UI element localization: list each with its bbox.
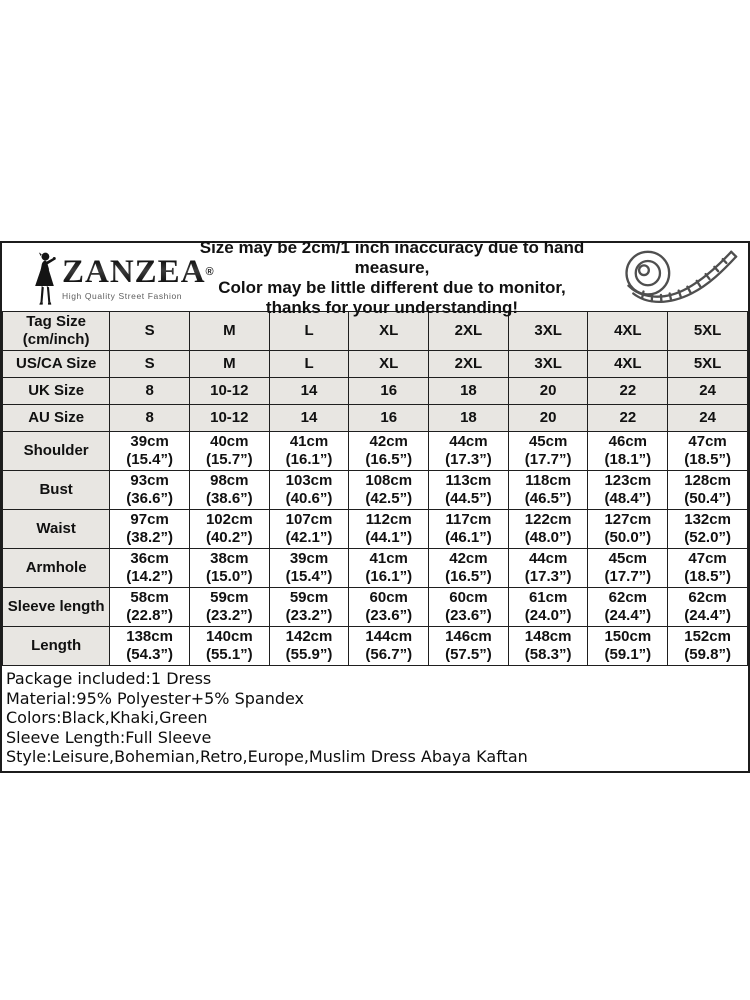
table-row bbox=[3, 405, 748, 432]
size-cell: 14 bbox=[269, 405, 349, 432]
size-cell: 3XL bbox=[508, 312, 588, 351]
detail-line: Package included:1 Dress bbox=[6, 669, 212, 688]
size-cell: 123cm (48.4”) bbox=[588, 471, 668, 510]
size-cell: 58cm (22.8”) bbox=[110, 588, 190, 627]
size-cell: 5XL bbox=[668, 312, 748, 351]
disclaimer-line-1: Size may be 2cm/1 inch inaccuracy due to hand measure, bbox=[199, 238, 585, 277]
size-cell: S bbox=[110, 312, 190, 351]
size-cell: 18 bbox=[429, 378, 509, 405]
table-row bbox=[3, 588, 748, 627]
size-cell: 144cm (56.7”) bbox=[349, 627, 429, 666]
size-cell: 20 bbox=[508, 405, 588, 432]
size-cell: 24 bbox=[668, 378, 748, 405]
brand-logo bbox=[2, 247, 214, 307]
table-row bbox=[3, 549, 748, 588]
disclaimer-text bbox=[180, 236, 604, 318]
size-cell: 2XL bbox=[429, 351, 509, 378]
detail-line: Style:Leisure,Bohemian,Retro,Europe,Muslim Dress Abaya Kaftan bbox=[6, 747, 528, 767]
size-cell: 93cm (36.6”) bbox=[110, 471, 190, 510]
size-cell: 128cm (50.4”) bbox=[668, 471, 748, 510]
size-cell: 97cm (38.2”) bbox=[110, 510, 190, 549]
size-cell: 41cm (16.1”) bbox=[269, 432, 349, 471]
size-cell: 117cm (46.1”) bbox=[429, 510, 509, 549]
product-details bbox=[2, 666, 748, 771]
size-cell: 59cm (23.2”) bbox=[269, 588, 349, 627]
size-cell: XL bbox=[349, 312, 429, 351]
row-label: Length bbox=[3, 627, 110, 666]
size-cell: 8 bbox=[110, 378, 190, 405]
row-label: US/CA Size bbox=[3, 351, 110, 378]
size-cell: 46cm (18.1”) bbox=[588, 432, 668, 471]
tape-measure-icon bbox=[604, 245, 746, 309]
table-row bbox=[3, 471, 748, 510]
size-cell: 108cm (42.5”) bbox=[349, 471, 429, 510]
size-cell: 4XL bbox=[588, 351, 668, 378]
size-cell: 47cm (18.5”) bbox=[668, 549, 748, 588]
size-cell: M bbox=[189, 312, 269, 351]
size-cell: 44cm (17.3”) bbox=[508, 549, 588, 588]
size-cell: 22 bbox=[588, 378, 668, 405]
size-cell: M bbox=[189, 351, 269, 378]
size-cell: 24 bbox=[668, 405, 748, 432]
row-label: Shoulder bbox=[3, 432, 110, 471]
size-cell: 42cm (16.5”) bbox=[349, 432, 429, 471]
size-cell: 59cm (23.2”) bbox=[189, 588, 269, 627]
disclaimer-line-2: Color may be little different due to monitor, bbox=[218, 278, 566, 297]
size-cell: 150cm (59.1”) bbox=[588, 627, 668, 666]
size-cell: 142cm (55.9”) bbox=[269, 627, 349, 666]
table-row bbox=[3, 627, 748, 666]
size-cell: 39cm (15.4”) bbox=[269, 549, 349, 588]
size-cell: 98cm (38.6”) bbox=[189, 471, 269, 510]
size-cell: 118cm (46.5”) bbox=[508, 471, 588, 510]
size-cell: 45cm (17.7”) bbox=[588, 549, 668, 588]
size-cell: 18 bbox=[429, 405, 509, 432]
size-cell: 148cm (58.3”) bbox=[508, 627, 588, 666]
brand-tagline: High Quality Street Fashion bbox=[62, 291, 183, 301]
size-cell: 62cm (24.4”) bbox=[588, 588, 668, 627]
size-cell: 127cm (50.0”) bbox=[588, 510, 668, 549]
size-cell: 60cm (23.6”) bbox=[349, 588, 429, 627]
size-cell: 103cm (40.6”) bbox=[269, 471, 349, 510]
table-row bbox=[3, 510, 748, 549]
row-label: Armhole bbox=[3, 549, 110, 588]
size-cell: L bbox=[269, 312, 349, 351]
row-label: UK Size bbox=[3, 378, 110, 405]
size-cell: 152cm (59.8”) bbox=[668, 627, 748, 666]
size-cell: 60cm (23.6”) bbox=[429, 588, 509, 627]
size-cell: 138cm (54.3”) bbox=[110, 627, 190, 666]
size-cell: 62cm (24.4”) bbox=[668, 588, 748, 627]
row-label: Sleeve length bbox=[3, 588, 110, 627]
size-cell: 22 bbox=[588, 405, 668, 432]
row-label: Waist bbox=[3, 510, 110, 549]
header bbox=[2, 238, 748, 317]
detail-line: Sleeve Length:Full Sleeve bbox=[6, 727, 212, 747]
size-cell: 10-12 bbox=[189, 405, 269, 432]
size-cell: S bbox=[110, 351, 190, 378]
size-cell: 140cm (55.1”) bbox=[189, 627, 269, 666]
size-cell: 44cm (17.3”) bbox=[429, 432, 509, 471]
table-row bbox=[3, 378, 748, 405]
size-cell: 40cm (15.7”) bbox=[189, 432, 269, 471]
size-cell: XL bbox=[349, 351, 429, 378]
size-cell: 3XL bbox=[508, 351, 588, 378]
size-cell: 36cm (14.2”) bbox=[110, 549, 190, 588]
row-label: Tag Size (cm/inch) bbox=[3, 312, 110, 351]
size-cell: 16 bbox=[349, 378, 429, 405]
row-label: AU Size bbox=[3, 405, 110, 432]
size-cell: 113cm (44.5”) bbox=[429, 471, 509, 510]
size-cell: 102cm (40.2”) bbox=[189, 510, 269, 549]
size-cell: L bbox=[269, 351, 349, 378]
table-row bbox=[3, 432, 748, 471]
size-cell: 4XL bbox=[588, 312, 668, 351]
size-cell: 41cm (16.1”) bbox=[349, 549, 429, 588]
woman-silhouette-icon bbox=[28, 251, 60, 307]
table-row bbox=[3, 351, 748, 378]
brand-name: ZANZEA bbox=[62, 254, 206, 290]
size-cell: 10-12 bbox=[189, 378, 269, 405]
size-cell: 5XL bbox=[668, 351, 748, 378]
size-cell: 14 bbox=[269, 378, 349, 405]
size-cell: 8 bbox=[110, 405, 190, 432]
row-label: Bust bbox=[3, 471, 110, 510]
detail-line: Material:95% Polyester+5% Spandex bbox=[6, 688, 305, 708]
size-cell: 112cm (44.1”) bbox=[349, 510, 429, 549]
size-cell: 39cm (15.4”) bbox=[110, 432, 190, 471]
size-cell: 122cm (48.0”) bbox=[508, 510, 588, 549]
size-cell: 47cm (18.5”) bbox=[668, 432, 748, 471]
size-cell: 16 bbox=[349, 405, 429, 432]
size-cell: 132cm (52.0”) bbox=[668, 510, 748, 549]
content-box bbox=[0, 238, 750, 773]
disclaimer-line-3: thanks for your understanding! bbox=[265, 298, 519, 317]
size-cell: 38cm (15.0”) bbox=[189, 549, 269, 588]
size-cell: 146cm (57.5”) bbox=[429, 627, 509, 666]
size-cell: 42cm (16.5”) bbox=[429, 549, 509, 588]
size-cell: 2XL bbox=[429, 312, 509, 351]
size-cell: 107cm (42.1”) bbox=[269, 510, 349, 549]
size-table-body bbox=[3, 312, 748, 666]
size-cell: 45cm (17.7”) bbox=[508, 432, 588, 471]
registered-mark: ® bbox=[205, 266, 214, 278]
size-cell: 20 bbox=[508, 378, 588, 405]
size-cell: 61cm (24.0”) bbox=[508, 588, 588, 627]
detail-line: Colors:Black,Khaki,Green bbox=[6, 708, 208, 728]
size-table bbox=[2, 311, 748, 666]
